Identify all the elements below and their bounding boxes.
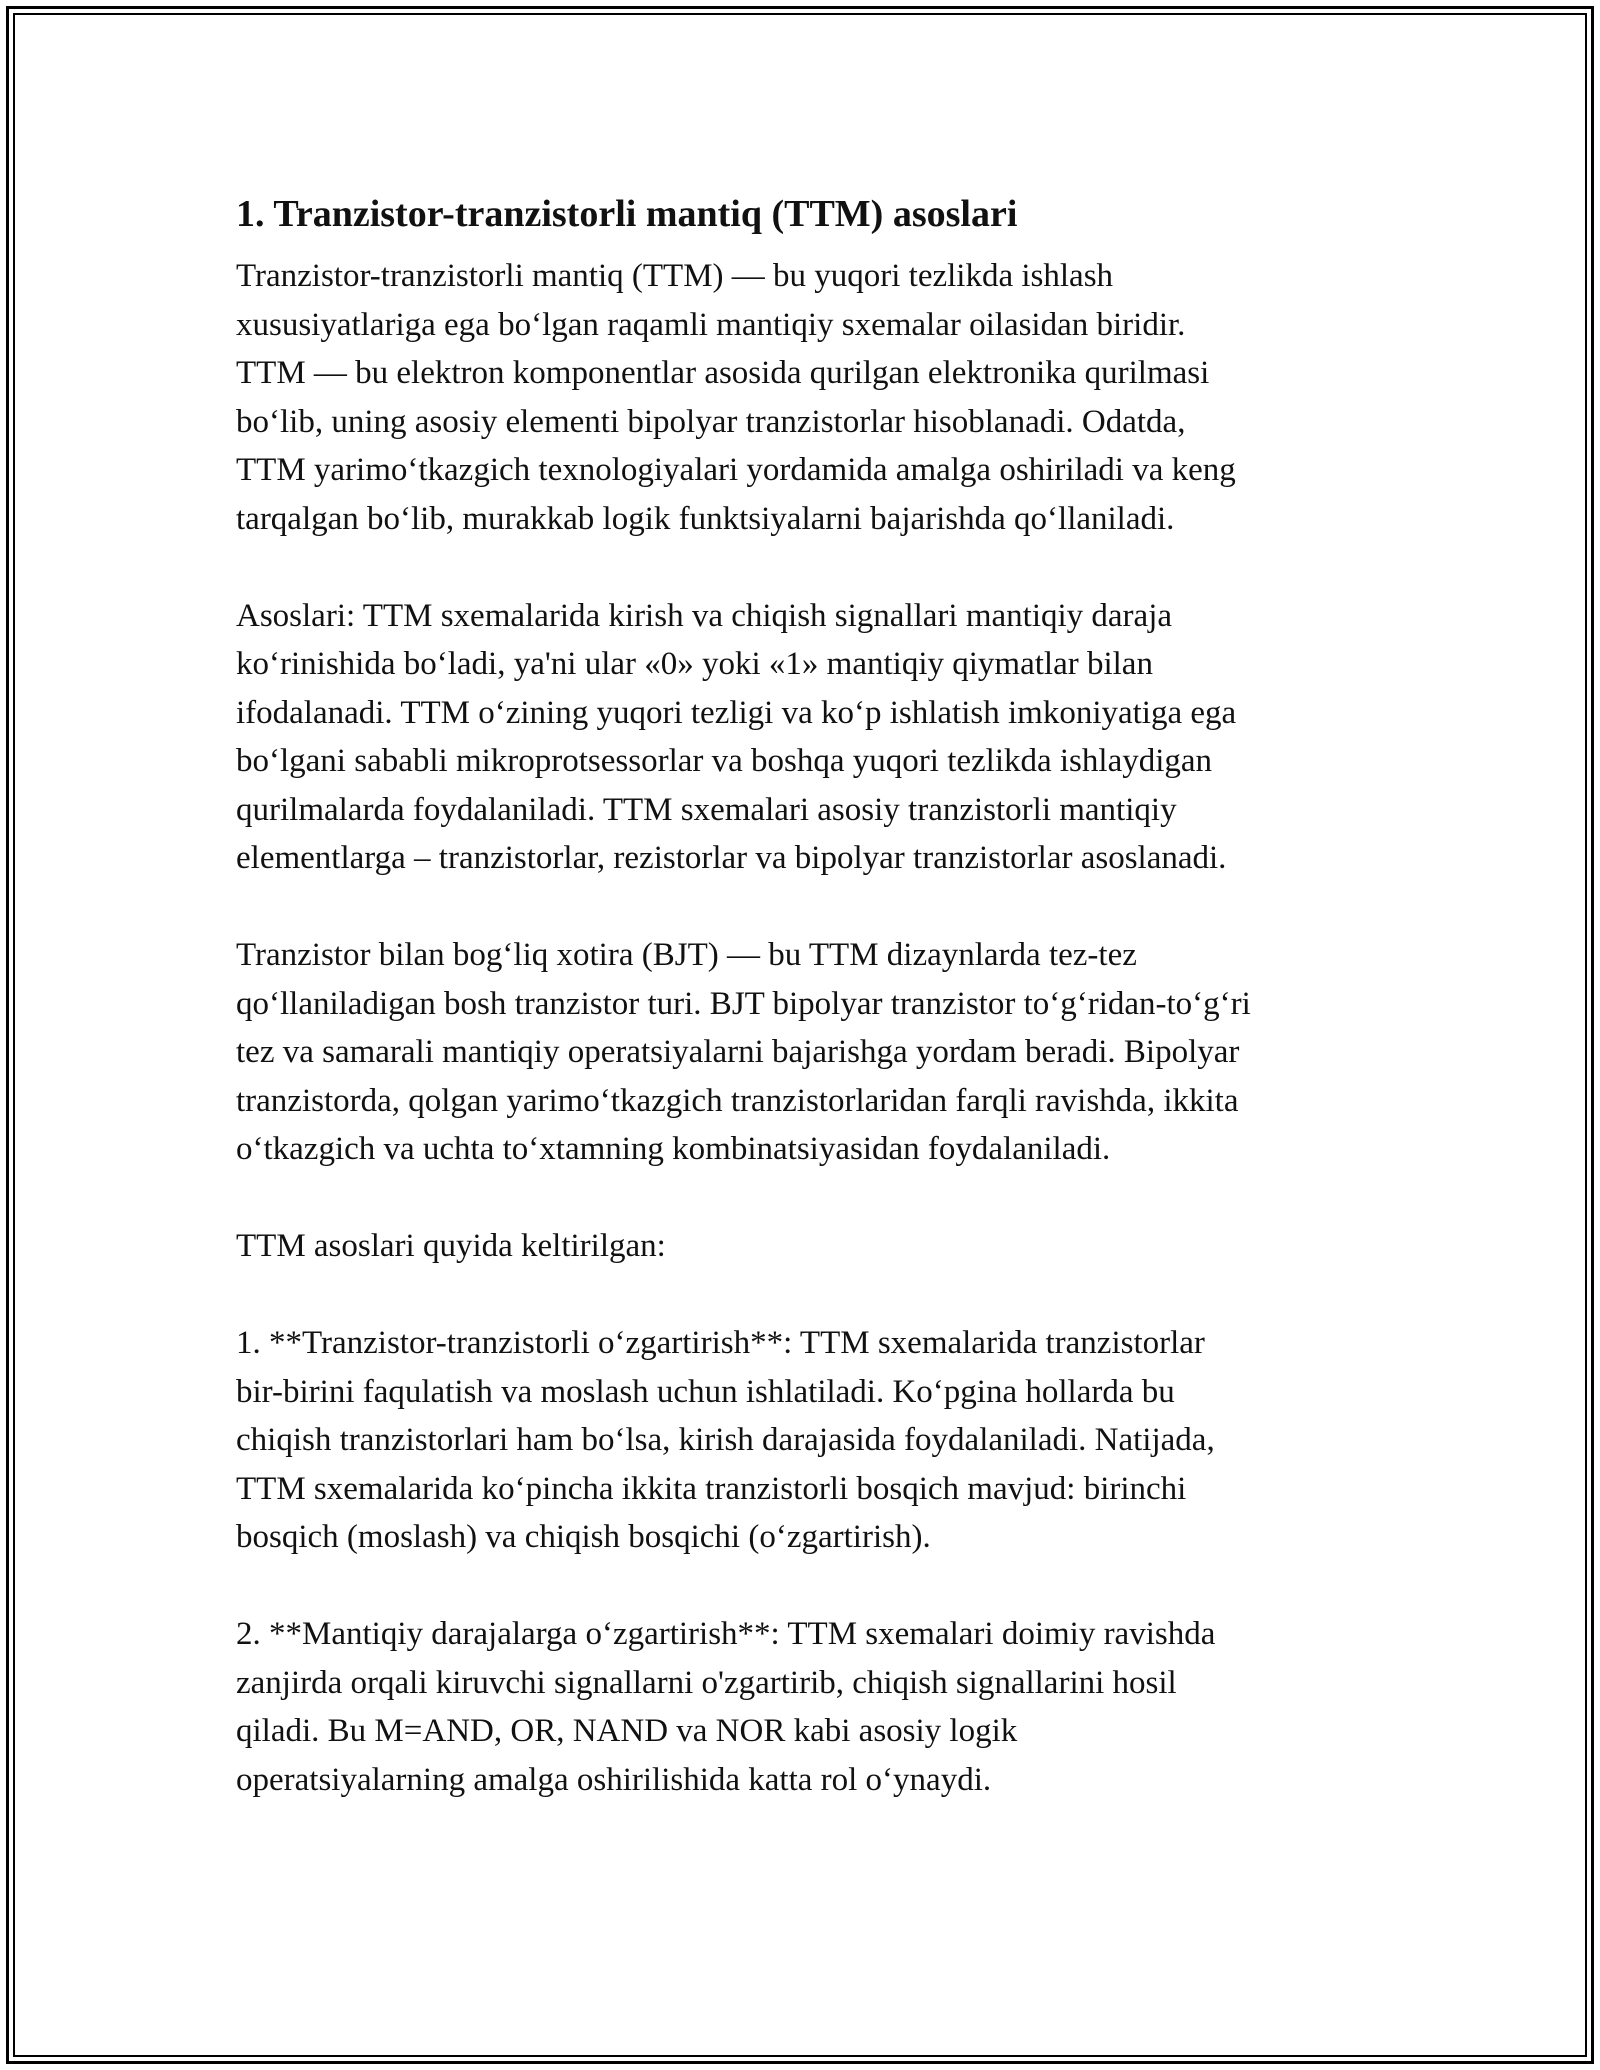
text-line: xususiyatlariga ega bo‘lgan raqamli mantiqiy sxemalar oilasidan biridir. [236, 306, 1186, 343]
text-line: o‘tkazgich va uchta to‘xtamning kombinatsiyasidan foydalaniladi. [236, 1131, 1111, 1167]
paragraph-intro [236, 252, 1376, 543]
text-line: qiladi. Bu M=AND, OR, NAND va NOR kabi asosiy logik [236, 1713, 1018, 1749]
list-item-1 [236, 1319, 1376, 1562]
paragraph-bjt [236, 931, 1376, 1174]
paragraph-basics [236, 592, 1376, 883]
text-line: Tranzistor bilan bog‘liq xotira (BJT) — bu TTM dizaynlarda tez-tez [236, 937, 1137, 973]
document-heading: 1. Tranzistor-tranzistorli mantiq (TTM) asoslari [236, 193, 1018, 235]
text-line: 1. **Tranzistor-tranzistorli o‘zgartirish**: TTM sxemalarida tranzistorlar [236, 1325, 1205, 1361]
text-line: chiqish tranzistorlari ham bo‘lsa, kirish darajasida foydalaniladi. Natijada, [236, 1422, 1215, 1458]
text-line: bosqich (moslash) va chiqish bosqichi (o‘zgartirish). [236, 1519, 931, 1555]
text-line: TTM yarimo‘tkazgich texnologiyalari yordamida amalga oshiriladi va keng [236, 452, 1236, 488]
text-line: qo‘llaniladigan bosh tranzistor turi. BJT bipolyar tranzistor to‘g‘ridan-to‘g‘ri [236, 985, 1251, 1022]
text-line: ko‘rinishida bo‘ladi, ya'ni ular «0» yoki «1» mantiqiy qiymatlar bilan [236, 646, 1153, 682]
text-line: Tranzistor-tranzistorli mantiq (TTM) — bu yuqori tezlikda ishlash [236, 258, 1114, 294]
text-line: qurilmalarda foydalaniladi. TTM sxemalari asosiy tranzistorli mantiqiy [236, 791, 1177, 828]
text-line: tarqalgan bo‘lib, murakkab logik funktsiyalarni bajarishda qo‘llaniladi. [236, 500, 1175, 537]
text-line: 2. **Mantiqiy darajalarga o‘zgartirish**: TTM sxemalari doimiy ravishda [236, 1616, 1216, 1652]
text-line: operatsiyalarning amalga oshirilishida katta rol o‘ynaydi. [236, 1761, 992, 1798]
text-line: bo‘lib, uning asosiy elementi bipolyar tranzistorlar hisoblanadi. Odatda, [236, 403, 1186, 440]
text-line: bo‘lgani sababli mikroprotsessorlar va boshqa yuqori tezlikda ishlaydigan [236, 743, 1213, 779]
text-line: tez va samarali mantiqiy operatsiyalarni bajarishga yordam beradi. Bipolyar [236, 1034, 1240, 1070]
text-line: TTM asoslari quyida keltirilgan: [236, 1228, 666, 1264]
text-line: Asoslari: TTM sxemalarida kirish va chiqish signallari mantiqiy daraja [236, 597, 1173, 634]
text-line: ifodalanadi. TTM o‘zining yuqori tezligi va ko‘p ishlatish imkoniyatiga ega [236, 694, 1237, 731]
text-line: bir-birini faqulatish va moslash uchun ishlatiladi. Ko‘pgina hollarda bu [236, 1373, 1175, 1410]
text-line: zanjirda orqali kiruvchi signallarni o'zgartirib, chiqish signallarini hosil [236, 1664, 1177, 1701]
document-body [236, 190, 1376, 1853]
paragraph-list-intro [236, 1222, 1376, 1271]
list-item-2 [236, 1610, 1376, 1804]
text-line: TTM sxemalarida ko‘pincha ikkita tranzistorli bosqich mavjud: birinchi [236, 1470, 1187, 1507]
text-line: TTM — bu elektron komponentlar asosida qurilgan elektronika qurilmasi [236, 355, 1210, 391]
text-line: tranzistorda, qolgan yarimo‘tkazgich tranzistorlaridan farqli ravishda, ikkita [236, 1082, 1239, 1119]
text-line: elementlarga – tranzistorlar, rezistorlar va bipolyar tranzistorlar asoslanadi. [236, 840, 1227, 876]
